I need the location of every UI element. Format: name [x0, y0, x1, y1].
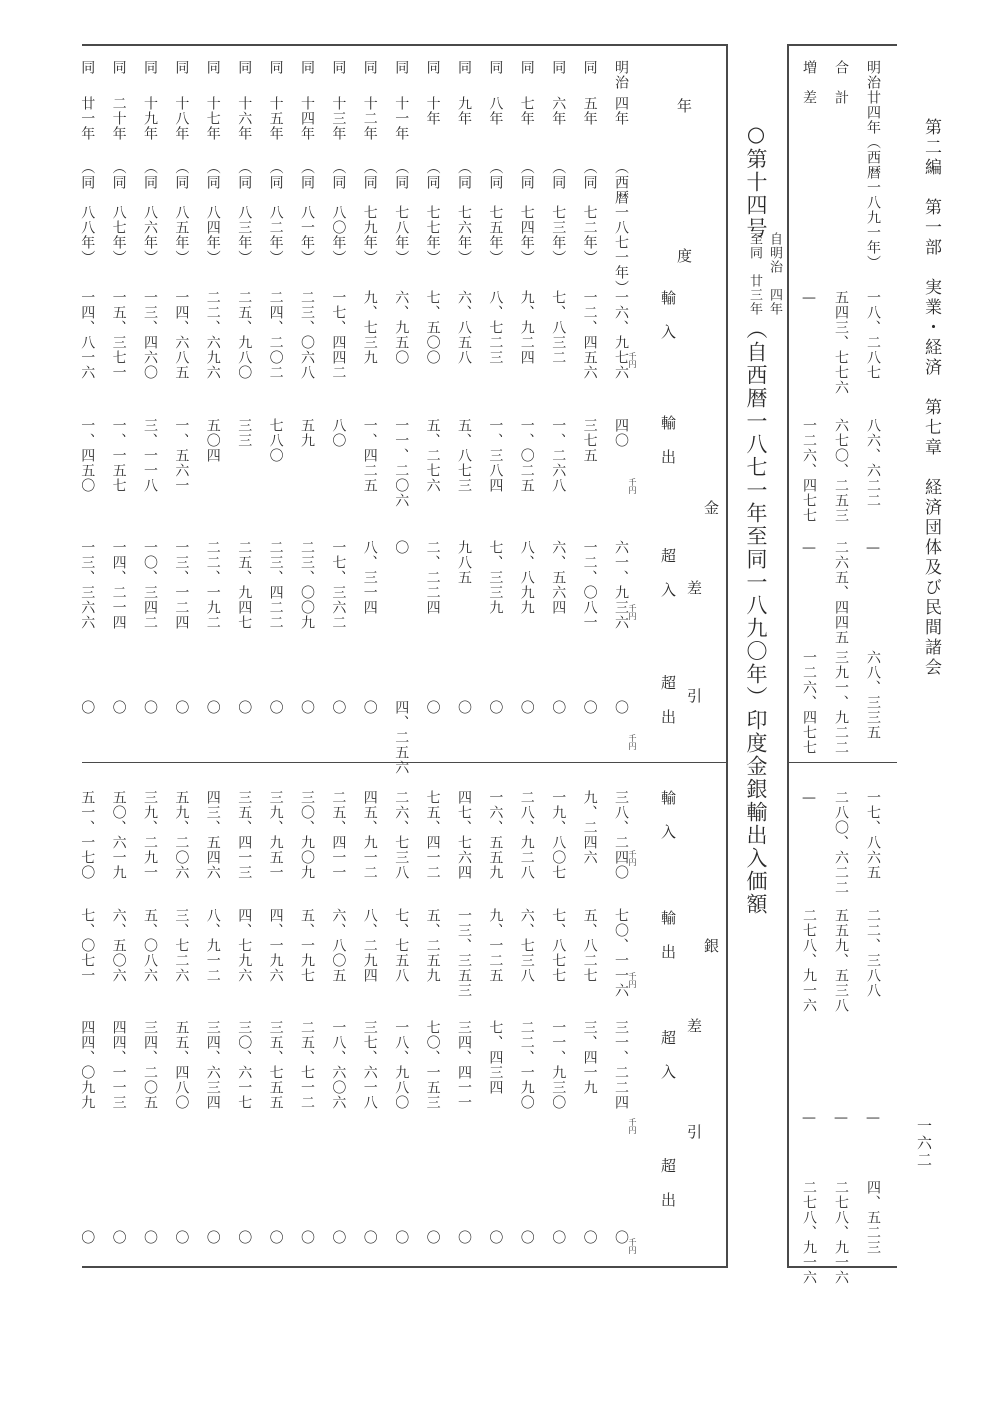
- table-cell-s-net-in: 一八、六〇六: [330, 1020, 347, 1110]
- table-cell-g-net-out: 〇: [110, 700, 127, 715]
- table-cell-g-net-out: 四、二五六: [393, 700, 410, 775]
- table-cell-s-net-out: 〇: [518, 1230, 535, 1245]
- table-cell-y2: 十八年: [173, 96, 190, 141]
- table-cell-g-out: 一、一五七: [110, 418, 127, 493]
- table-cell-ad: （同 八六年）: [142, 160, 158, 265]
- summary-cell-s-net-in: —: [865, 1110, 881, 1127]
- table-cell-s-net-out: 〇: [204, 1230, 221, 1245]
- table-cell-y1: 同: [581, 60, 598, 75]
- summary-cell-s-net-out: 四、五二三: [865, 1180, 881, 1255]
- table-cell-g-in: 一四、八一六: [79, 290, 96, 380]
- summary-cell-s-net-in: —: [833, 1110, 849, 1127]
- table-cell-g-out: 一、〇二五: [518, 418, 535, 493]
- table-cell-y2: 十年: [424, 96, 441, 126]
- col-header-silver-export: 輸 出: [659, 910, 677, 961]
- table-cell-s-out: 七、八七七: [550, 908, 567, 983]
- table-cell-s-net-out: 〇: [236, 1230, 253, 1245]
- table-cell-s-net-out: 〇: [361, 1230, 378, 1245]
- table-cell-g-in: 八、七二三: [487, 290, 504, 365]
- col-header-gold-netout: 超 出: [659, 675, 677, 726]
- col-header-gold-hiki: 引: [685, 688, 703, 705]
- table-cell-s-net-in: 三四、二〇五: [142, 1020, 158, 1110]
- table-cell-s-in: 三九、九五一: [267, 790, 284, 880]
- col-header-gold: 金: [702, 500, 720, 517]
- page-number: 一六二: [915, 1118, 933, 1169]
- table-cell-ad: （同 七五年）: [487, 160, 504, 265]
- table-cell-s-net-out: 〇: [267, 1230, 284, 1245]
- table-cell-s-in: 五一、一七〇: [79, 790, 96, 880]
- table-cell-s-net-out: 〇: [79, 1230, 96, 1245]
- table-cell-y2: 八年: [487, 96, 504, 126]
- table-cell-g-net-out: 〇: [267, 700, 284, 715]
- table-cell-s-out: 五、〇八六: [142, 908, 158, 983]
- table-cell-g-net-out: 〇: [173, 700, 190, 715]
- table-cell-s-net-in: 三七、六一八: [361, 1020, 378, 1110]
- table-cell-s-out: 一三、三五三: [456, 908, 472, 998]
- table-cell-s-in: 九、二四六: [581, 790, 598, 865]
- table-cell-s-net-in: 四四、一一三: [110, 1020, 127, 1110]
- table-cell-y1: 同: [204, 60, 221, 75]
- summary-cell-g-net-in: —: [801, 540, 817, 557]
- table-title-from: 自明治 四年: [767, 232, 782, 316]
- table-title-to: 至同 廿三年: [747, 232, 762, 316]
- table-cell-s-in: 五九、二〇六: [173, 790, 190, 880]
- table-cell-y1: 同: [110, 60, 127, 75]
- col-header-year: 年 度: [675, 98, 693, 323]
- table-cell-s-net-out: 〇: [550, 1230, 567, 1245]
- table-cell-g-net-in: 一二、〇八一: [581, 540, 598, 630]
- table-cell-g-net-in: 八、三一四: [361, 540, 378, 615]
- table-cell-s-in: 三五、四一三: [236, 790, 253, 880]
- table-cell-g-net-out: 〇: [361, 700, 378, 715]
- summary-cell-g-in: 一八、二八七: [865, 290, 881, 380]
- table-cell-s-net-in: 二五、七一二: [299, 1020, 315, 1110]
- summary-cell-s-in: 二八〇、六二二: [833, 790, 849, 895]
- table-cell-g-out: 一、四二五: [361, 418, 378, 493]
- table-cell-g-net-in: 九八五: [456, 540, 472, 585]
- unit-label: 千円: [628, 734, 637, 750]
- summary-cell-g-out: 六七〇、二五三: [833, 418, 849, 523]
- table-cell-g-net-out: 〇: [79, 700, 96, 715]
- table-cell-g-net-in: 八、八九九: [518, 540, 535, 615]
- unit-label: 千円: [628, 604, 637, 620]
- table-cell-s-out: 八、二九四: [361, 908, 378, 983]
- table-cell-s-in: 七五、四一二: [424, 790, 441, 880]
- table-cell-g-net-out: 〇: [330, 700, 347, 715]
- table-cell-s-net-in: 一一、九三〇: [550, 1020, 567, 1110]
- table-cell-s-net-in: 三〇、六一七: [236, 1020, 253, 1110]
- table-cell-s-net-out: 〇: [613, 1230, 629, 1245]
- table-cell-g-in: 二五、九八〇: [236, 290, 253, 380]
- table-cell-g-in: 六、八五八: [456, 290, 472, 365]
- table-cell-s-net-out: 〇: [330, 1230, 347, 1245]
- table-cell-y1: 同: [330, 60, 347, 75]
- col-header-silver-hiki: 引: [685, 1124, 703, 1141]
- table-cell-g-in: 九、七三九: [361, 290, 378, 365]
- table-cell-s-out: 七、七五八: [393, 908, 410, 983]
- table-cell-y2: 六年: [550, 96, 567, 126]
- table-cell-s-in: 五〇、六一九: [110, 790, 127, 880]
- table-cell-g-net-in: 一三、一二四: [173, 540, 190, 630]
- table-cell-y1: 同: [267, 60, 284, 75]
- col-header-silver-sagaku: 差: [685, 1018, 703, 1035]
- col-header-silver-netout: 超 出: [659, 1158, 677, 1209]
- table-cell-y1: 同: [142, 60, 158, 75]
- table-title: ○第十四号: [744, 122, 768, 240]
- table-cell-ad: （同 八二年）: [267, 160, 284, 265]
- table-cell-g-in: 一四、六八五: [173, 290, 190, 380]
- table-cell-g-in: 二三、〇六八: [299, 290, 315, 380]
- table-cell-s-net-in: 一八、九八〇: [393, 1020, 410, 1110]
- table-cell-s-net-out: 〇: [142, 1230, 158, 1245]
- table-cell-y1: 同: [361, 60, 378, 75]
- table-cell-ad: （同 七七年）: [424, 160, 441, 265]
- table-cell-ad: （同 八〇年）: [330, 160, 347, 265]
- table-cell-y2: 九年: [456, 96, 472, 126]
- table-cell-y1: 同: [518, 60, 535, 75]
- col-header-gold-sagaku: 差: [685, 580, 703, 597]
- summary-cell-g-in: 五四三、七七六: [833, 290, 849, 395]
- table-cell-g-net-in: 六一、九三六: [613, 540, 629, 630]
- table-cell-ad: （同 七三年）: [550, 160, 567, 265]
- table-cell-s-net-out: 〇: [424, 1230, 441, 1245]
- table-cell-y2: 十五年: [267, 96, 284, 141]
- table-cell-g-net-in: 一四、二一四: [110, 540, 127, 630]
- table-cell-ad: （西暦一八七一年）: [613, 160, 629, 295]
- table-cell-ad: （同 七八年）: [393, 160, 410, 265]
- table-cell-g-net-in: 〇: [393, 540, 410, 555]
- table-cell-g-out: 五、八七三: [456, 418, 472, 493]
- unit-label: 千円: [628, 850, 637, 866]
- summary-cell-s-out: 五五九、五三八: [833, 908, 849, 1013]
- table-cell-s-in: 三九、二九一: [142, 790, 158, 880]
- col-header-gold-netin: 超 入: [659, 548, 677, 599]
- table-cell-ad: （同 八五年）: [173, 160, 190, 265]
- summary-cell-s-net-out: 二七八、九一六: [833, 1180, 849, 1285]
- table-cell-g-out: 五九: [299, 418, 315, 448]
- table-cell-y1: 明治: [613, 60, 629, 90]
- table-cell-s-net-in: 四四、〇九九: [79, 1020, 96, 1110]
- table-cell-g-out: 一、二六八: [550, 418, 567, 493]
- table-cell-s-in: 二五、四一一: [330, 790, 347, 880]
- table-cell-g-in: 六、九五〇: [393, 290, 410, 365]
- table-cell-s-out: 八、九一二: [204, 908, 221, 983]
- table-cell-s-out: 六、五〇六: [110, 908, 127, 983]
- table-cell-s-net-in: 三一、二二四: [613, 1020, 629, 1110]
- table-cell-s-in: 二八、九二八: [518, 790, 535, 880]
- rule-left: [726, 44, 728, 1268]
- table-cell-g-out: 三三: [236, 418, 253, 448]
- summary-cell-g-in: —: [801, 290, 817, 307]
- unit-label: 千円: [628, 972, 637, 988]
- table-cell-g-in: 一七、四四二: [330, 290, 347, 380]
- table-cell-s-net-in: 三四、六三四: [204, 1020, 221, 1110]
- table-cell-g-in: 一五、三七一: [110, 290, 127, 380]
- unit-label: 千円: [628, 1118, 637, 1134]
- table-cell-g-net-out: 〇: [518, 700, 535, 715]
- table-cell-y2: 廿一年: [79, 96, 96, 141]
- table-cell-g-out: 五、二七六: [424, 418, 441, 493]
- table-cell-g-net-in: 二五、九四七: [236, 540, 253, 630]
- summary-cell-label: 増 差: [801, 60, 817, 105]
- summary-cell-g-out: 八六、六二二: [865, 418, 881, 508]
- table-cell-g-in: 二四、二〇二: [267, 290, 284, 380]
- table-cell-g-net-out: 〇: [550, 700, 567, 715]
- table-cell-y1: 同: [79, 60, 96, 75]
- table-cell-ad: （同 八八年）: [79, 160, 96, 265]
- table-cell-y2: 十四年: [299, 96, 315, 141]
- table-cell-s-net-in: 三、四一九: [581, 1020, 598, 1095]
- table-cell-s-net-out: 〇: [173, 1230, 190, 1245]
- table-cell-g-net-out: 〇: [487, 700, 504, 715]
- table-cell-y2: 十九年: [142, 96, 158, 141]
- table-cell-ad: （同 八四年）: [204, 160, 221, 265]
- unit-label: 千円: [628, 1238, 637, 1254]
- table-cell-s-net-in: 五五、四八〇: [173, 1020, 190, 1110]
- table-cell-g-out: 一、四五〇: [79, 418, 96, 493]
- table-cell-s-net-in: 三五、七五五: [267, 1020, 284, 1110]
- table-cell-g-in: 一二、四五六: [581, 290, 598, 380]
- rule-bottom: [82, 1266, 727, 1268]
- running-header: 第二編 第一部 実業・経済 第七章 経済団体及び民間諸会: [921, 118, 941, 678]
- col-header-silver-import: 輸 入: [659, 790, 677, 841]
- col-header-silver-netin: 超 入: [659, 1030, 677, 1081]
- table-cell-s-out: 四、七九六: [236, 908, 253, 983]
- table-cell-y2: 十一年: [393, 96, 410, 141]
- table-cell-g-net-out: 〇: [613, 700, 629, 715]
- table-cell-s-in: 四七、七六四: [456, 790, 472, 880]
- table-cell-s-out: 五、一九七: [299, 908, 315, 983]
- table-cell-y1: 同: [236, 60, 253, 75]
- table-cell-s-net-out: 〇: [581, 1230, 598, 1245]
- rule-top-right: [787, 44, 897, 46]
- table-cell-y2: 十七年: [204, 96, 221, 141]
- table-title-desc: （自西暦一八七一年至同一八九〇年）印度金銀輸出入価額: [744, 318, 768, 916]
- table-cell-g-net-in: 一三、三六六: [79, 540, 96, 630]
- table-cell-g-out: 一一、二〇六: [393, 418, 410, 508]
- table-cell-y2: 七年: [518, 96, 535, 126]
- table-cell-s-net-in: 三四、四一一: [456, 1020, 472, 1110]
- table-cell-g-net-in: 二三、〇〇九: [299, 540, 315, 630]
- table-cell-g-out: 三七五: [581, 418, 598, 463]
- summary-cell-s-net-out: 二七八、九一六: [801, 1180, 817, 1285]
- table-cell-g-out: 一、五六一: [173, 418, 190, 493]
- summary-cell-g-net-out: 一二六、四七七: [801, 650, 817, 755]
- unit-label: 千円: [628, 478, 637, 494]
- table-cell-y2: 二十年: [110, 96, 127, 141]
- table-cell-g-in: 七、五〇〇: [424, 290, 441, 365]
- summary-cell-label: 合 計: [833, 60, 849, 105]
- table-cell-g-net-out: 〇: [299, 700, 315, 715]
- table-cell-g-net-in: 一〇、三四二: [142, 540, 158, 630]
- table-cell-g-in: 七、八三二: [550, 290, 567, 365]
- table-cell-s-out: 七〇、一一六: [613, 908, 629, 998]
- table-cell-s-net-out: 〇: [393, 1230, 410, 1245]
- summary-cell-g-net-out: 三九一、九二二: [833, 650, 849, 755]
- table-cell-s-net-in: 七、四三四: [487, 1020, 504, 1095]
- table-cell-ad: （同 七二年）: [581, 160, 598, 265]
- table-cell-ad: （同 七六年）: [456, 160, 472, 265]
- table-cell-s-out: 六、七三八: [518, 908, 535, 983]
- table-cell-g-net-in: 二三、四二二: [267, 540, 284, 630]
- table-cell-g-net-out: 〇: [581, 700, 598, 715]
- table-cell-y1: 同: [550, 60, 567, 75]
- table-cell-g-net-out: 〇: [204, 700, 221, 715]
- table-cell-s-out: 四、一九六: [267, 908, 284, 983]
- table-cell-g-net-in: 一七、三六二: [330, 540, 347, 630]
- summary-cell-s-out: 二二、三八八: [865, 908, 881, 998]
- table-cell-s-out: 五、八二七: [581, 908, 598, 983]
- table-cell-y1: 同: [456, 60, 472, 75]
- table-cell-s-in: 三八、二四〇: [613, 790, 629, 880]
- table-cell-g-in: 一三、四六〇: [142, 290, 158, 380]
- table-cell-s-out: 六、八〇五: [330, 908, 347, 983]
- table-cell-s-in: 一九、八〇七: [550, 790, 567, 880]
- table-cell-g-out: 五〇四: [204, 418, 221, 463]
- table-cell-g-out: 三、一一八: [142, 418, 158, 493]
- rule-gold-silver-right: [787, 762, 897, 763]
- table-cell-y2: 四年: [613, 96, 629, 126]
- table-cell-g-in: 二二、六九六: [204, 290, 221, 380]
- table-cell-y1: 同: [173, 60, 190, 75]
- rule-right: [787, 44, 789, 1268]
- table-cell-s-in: 四五、九一二: [361, 790, 378, 880]
- table-cell-y2: 五年: [581, 96, 598, 126]
- table-cell-s-net-out: 〇: [110, 1230, 127, 1245]
- summary-cell-s-in: 一七、八六五: [865, 790, 881, 880]
- table-cell-g-net-out: 〇: [236, 700, 253, 715]
- table-cell-g-out: 四〇: [613, 418, 629, 448]
- table-cell-s-net-out: 〇: [299, 1230, 315, 1245]
- col-header-gold-export: 輸 出: [659, 415, 677, 466]
- table-cell-g-net-in: 七、三三九: [487, 540, 504, 615]
- summary-cell-s-out: 二七八、九一六: [801, 908, 817, 1013]
- summary-cell-s-net-in: —: [801, 1110, 817, 1127]
- table-cell-s-out: 七、〇七一: [79, 908, 96, 983]
- table-cell-s-net-in: 二二、一九〇: [518, 1020, 535, 1110]
- rule-top: [82, 44, 727, 46]
- table-cell-g-net-out: 〇: [424, 700, 441, 715]
- table-cell-s-in: 二六、七三八: [393, 790, 410, 880]
- table-cell-g-out: 七八〇: [267, 418, 284, 463]
- table-cell-ad: （同 八一年）: [299, 160, 315, 265]
- summary-cell-g-net-in: 二六五、四四五: [833, 540, 849, 645]
- table-cell-y2: 十三年: [330, 96, 347, 141]
- table-cell-ad: （同 八三年）: [236, 160, 253, 265]
- table-cell-y1: 同: [424, 60, 441, 75]
- unit-label: 千円: [628, 352, 637, 368]
- table-cell-g-net-out: 〇: [456, 700, 472, 715]
- table-cell-g-in: 一六、九七六: [613, 290, 629, 380]
- col-header-silver: 銀: [702, 938, 720, 955]
- table-cell-ad: （同 八七年）: [110, 160, 127, 265]
- table-cell-s-in: 四三、五四六: [204, 790, 221, 880]
- table-cell-y2: 十二年: [361, 96, 378, 141]
- table-cell-g-net-in: 二二、一九二: [204, 540, 221, 630]
- table-cell-s-net-in: 七〇、一五三: [424, 1020, 441, 1110]
- table-cell-s-in: 三〇、九〇九: [299, 790, 315, 880]
- table-cell-y2: 十六年: [236, 96, 253, 141]
- summary-cell-label: 明治廿四年（西暦一八九一年）: [865, 60, 881, 270]
- summary-cell-g-net-in: —: [865, 540, 881, 557]
- table-cell-g-net-out: 〇: [142, 700, 158, 715]
- table-cell-s-net-out: 〇: [487, 1230, 504, 1245]
- table-cell-s-out: 五、二五九: [424, 908, 441, 983]
- summary-cell-s-in: —: [801, 790, 817, 807]
- table-cell-y1: 同: [299, 60, 315, 75]
- table-cell-s-net-out: 〇: [456, 1230, 472, 1245]
- table-cell-y1: 同: [487, 60, 504, 75]
- table-cell-s-out: 九、一二五: [487, 908, 504, 983]
- table-cell-g-net-in: 六、五六四: [550, 540, 567, 615]
- col-header-gold-import: 輸 入: [659, 290, 677, 341]
- table-cell-g-out: 八〇: [330, 418, 347, 448]
- table-cell-s-in: 一六、五五九: [487, 790, 504, 880]
- table-cell-ad: （同 七四年）: [518, 160, 535, 265]
- summary-cell-g-net-out: 六八、三三五: [865, 650, 881, 740]
- table-cell-y1: 同: [393, 60, 410, 75]
- table-cell-g-in: 九、九二四: [518, 290, 535, 365]
- table-cell-g-net-in: 二、二二四: [424, 540, 441, 615]
- table-cell-g-out: 一、三八四: [487, 418, 504, 493]
- table-cell-ad: （同 七九年）: [361, 160, 378, 265]
- summary-cell-g-out: 一二六、四七七: [801, 418, 817, 523]
- table-cell-s-out: 三、七二六: [173, 908, 190, 983]
